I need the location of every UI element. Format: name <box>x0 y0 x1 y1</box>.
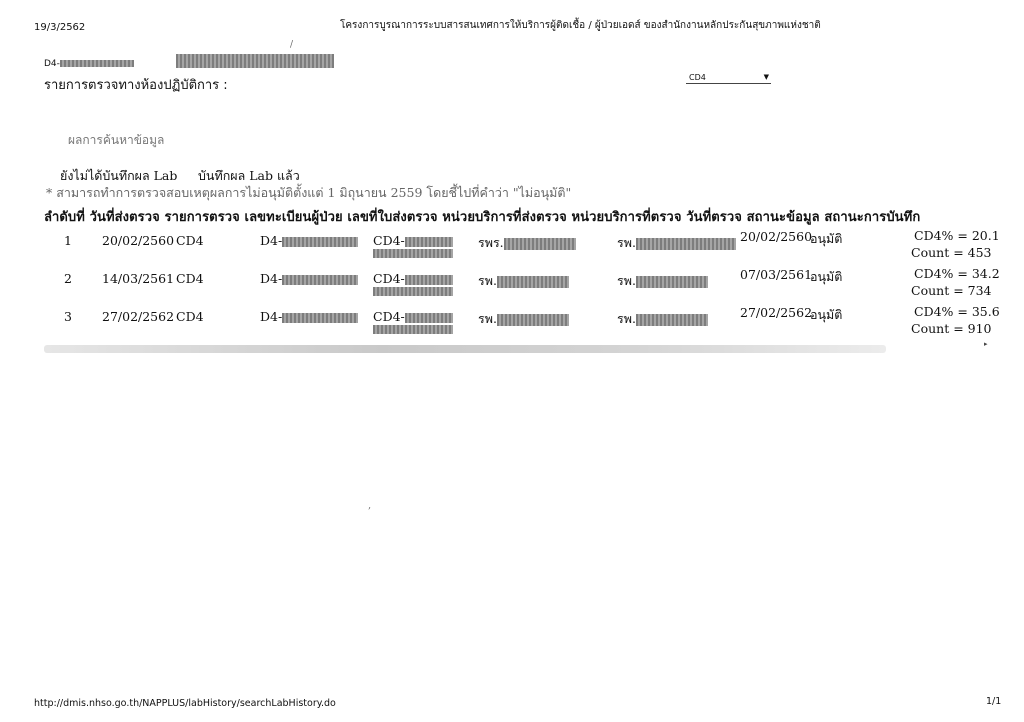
table-header <box>44 206 920 227</box>
row-test-date: 27/02/2562 <box>740 305 813 320</box>
row-result-count: Count = 910 <box>911 321 992 336</box>
row-request-no: CD4- <box>373 233 453 248</box>
row-result-count: Count = 453 <box>911 245 992 260</box>
lab-section-label: รายการตรวจทางห้องปฏิบัติการ : <box>44 78 228 93</box>
page-header-title: โครงการบูรณาการระบบสารสนเทศการให้บริการผู้ติดเชื้อ / ผู้ป่วยเอดส์ ของสำนักงานหลักประกันสุขภาพแห่งชาติ <box>340 20 821 31</box>
lab-type-select-value: CD4 <box>689 73 706 82</box>
row-result-pct: CD4% = 20.1 <box>914 228 1000 243</box>
tab-recorded[interactable]: บันทึกผล Lab แล้ว <box>198 168 300 183</box>
redacted-block <box>636 238 736 250</box>
row-test-date: 20/02/2560 <box>740 229 813 244</box>
lab-type-select[interactable] <box>686 72 771 84</box>
redacted-block <box>636 314 708 326</box>
row-test-unit: รพ. <box>617 271 708 291</box>
row-test: CD4 <box>176 233 204 248</box>
row-test: CD4 <box>176 271 204 286</box>
redacted-block <box>497 276 569 288</box>
redacted-block <box>405 313 453 323</box>
redacted-block <box>60 60 134 67</box>
col-header-status: สถานะข้อมูล <box>746 210 820 225</box>
row-request-no: CD4- <box>373 309 453 324</box>
row-send-unit: รพ. <box>478 309 569 329</box>
row-no: 1 <box>64 233 72 248</box>
row-no: 3 <box>64 309 72 324</box>
col-header-patient-reg: เลขทะเบียนผู้ป่วย <box>244 210 343 225</box>
redacted-block <box>405 237 453 247</box>
col-header-send-date: วันที่ส่งตรวจ <box>89 210 160 225</box>
pen-mark: / <box>290 40 294 50</box>
row-status[interactable]: อนุมัติ <box>810 307 843 322</box>
row-test-unit: รพ. <box>617 309 708 329</box>
col-header-test-unit: หน่วยบริการที่ตรวจ <box>571 210 682 225</box>
redacted-block <box>636 276 708 288</box>
redacted-patient-name <box>176 54 334 68</box>
row-request-no: CD4- <box>373 271 453 286</box>
redacted-block <box>405 275 453 285</box>
approval-note: * สามารถทำการตรวจสอบเหตุผลการไม่อนุมัติตั้งแต่ 1 มิถุนายน 2559 โดยชี้ไปที่คำว่า "ไม่อนุมัติ" <box>46 185 572 200</box>
row-status[interactable]: อนุมัติ <box>810 231 843 246</box>
print-date: 19/3/2562 <box>34 22 86 33</box>
row-no: 2 <box>64 271 72 286</box>
row-send-unit: รพร. <box>478 233 576 253</box>
redacted-block <box>282 313 358 323</box>
search-result-heading: ผลการค้นหาข้อมูล <box>68 133 165 147</box>
row-result-pct: CD4% = 34.2 <box>914 266 1000 281</box>
row-send-date: 27/02/2562 <box>102 309 175 324</box>
redacted-block <box>504 238 576 250</box>
page-number: 1/1 <box>986 696 1002 707</box>
patient-id <box>44 59 134 69</box>
horizontal-scrollbar[interactable] <box>44 345 886 353</box>
scan-speck: , <box>368 500 372 511</box>
redacted-block <box>497 314 569 326</box>
col-header-no: ลำดับที่ <box>44 210 85 225</box>
row-test-date: 07/03/2561 <box>740 267 813 282</box>
row-patient-reg: D4- <box>260 309 358 324</box>
col-header-record-status: สถานะการบันทึก <box>824 210 921 225</box>
row-status[interactable]: อนุมัติ <box>810 269 843 284</box>
row-test: CD4 <box>176 309 204 324</box>
row-test-unit: รพ. <box>617 233 736 253</box>
redacted-block <box>373 325 453 334</box>
row-patient-reg: D4- <box>260 233 358 248</box>
patient-id-prefix: D4- <box>44 59 60 69</box>
row-result-pct: CD4% = 35.6 <box>914 304 1000 319</box>
col-header-send-unit: หน่วยบริการที่ส่งตรวจ <box>442 210 567 225</box>
col-header-test-date: วันที่ตรวจ <box>686 210 742 225</box>
col-header-test: รายการตรวจ <box>164 210 240 225</box>
page-url: http://dmis.nhso.go.th/NAPPLUS/labHistory/searchLabHistory.do <box>34 698 336 709</box>
row-patient-reg: D4- <box>260 271 358 286</box>
redacted-block <box>282 275 358 285</box>
row-send-date: 14/03/2561 <box>102 271 175 286</box>
chevron-down-icon: ▼ <box>763 73 769 81</box>
row-send-unit: รพ. <box>478 271 569 291</box>
redacted-block <box>282 237 358 247</box>
redacted-block <box>373 249 453 258</box>
col-header-request-no: เลขที่ใบส่งตรวจ <box>347 210 438 225</box>
row-send-date: 20/02/2560 <box>102 233 175 248</box>
row-result-count: Count = 734 <box>911 283 992 298</box>
tab-not-recorded[interactable]: ยังไม่ได้บันทึกผล Lab <box>60 168 178 183</box>
scroll-right-arrow-icon[interactable]: ▸ <box>984 340 988 348</box>
redacted-block <box>373 287 453 296</box>
